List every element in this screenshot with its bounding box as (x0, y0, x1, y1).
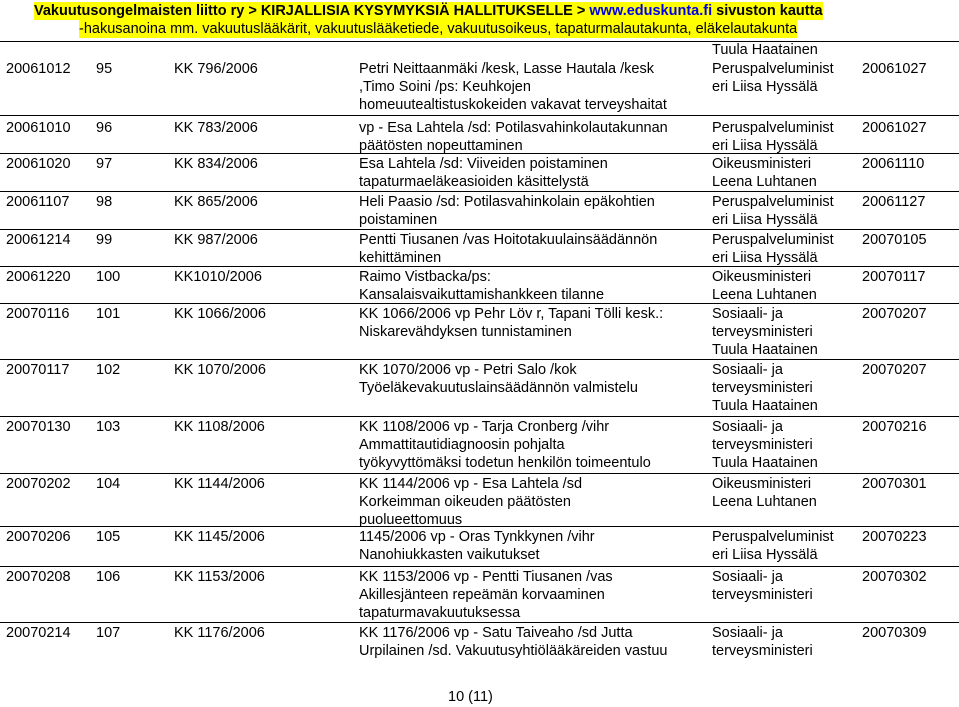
question-number: 106 (96, 569, 121, 585)
question-subject-line: Pentti Tiusanen /vas Hoitotakuulainsäädännön (359, 232, 658, 248)
question-subject (359, 528, 595, 564)
answer-date: 20070302 (862, 569, 927, 585)
question-reference: KK 1153/2006 (174, 569, 265, 585)
responsible-minister-line: Oikeusministeri (712, 269, 812, 285)
question-subject-line: Raimo Vistbacka/ps: (359, 269, 491, 285)
header-breadcrumb (34, 2, 823, 20)
table-row (0, 119, 959, 154)
table-row (0, 231, 959, 267)
question-subject-line: homeuutealtistuskokeiden vakavat terveyshaitat (359, 97, 667, 113)
question-subject (359, 231, 657, 267)
answer-date: 20061127 (862, 194, 926, 210)
question-subject-line: Esa Lahtela /sd: Viiveiden poistaminen (359, 156, 608, 172)
question-subject (359, 475, 582, 529)
question-reference: KK 1145/2006 (174, 529, 265, 545)
question-reference: KK 1108/2006 (174, 419, 265, 435)
responsible-minister (712, 268, 817, 304)
table-row (0, 305, 959, 360)
answer-date: 20070216 (862, 419, 927, 435)
answer-date: 20061027 (862, 61, 927, 77)
question-number: 101 (96, 306, 121, 322)
responsible-minister (712, 231, 834, 267)
answer-date: 20070207 (862, 362, 927, 378)
question-subject (359, 119, 668, 155)
responsible-minister-line: terveysministeri (712, 643, 813, 659)
answer-date: 20061027 (862, 120, 927, 136)
header-breadcrumb-suffix: sivuston kautta (712, 3, 823, 19)
question-date: 20070202 (6, 476, 71, 492)
responsible-minister (712, 624, 813, 660)
question-subject-line: Petri Neittaanmäki /kesk, Lasse Hautala /kesk (359, 61, 654, 77)
responsible-minister-line: terveysministeri (712, 587, 813, 603)
carryover-minister: Tuula Haatainen (712, 42, 818, 58)
responsible-minister (712, 568, 813, 604)
table-row (0, 475, 959, 527)
table-row (0, 60, 959, 116)
answer-date: 20070105 (862, 232, 927, 248)
question-subject (359, 60, 667, 114)
question-reference: KK 1176/2006 (174, 625, 265, 641)
question-number: 103 (96, 419, 121, 435)
responsible-minister (712, 475, 817, 511)
question-number: 104 (96, 476, 121, 492)
responsible-minister-line: Sosiaali- ja (712, 569, 783, 585)
question-number: 96 (96, 120, 113, 136)
question-subject (359, 624, 667, 660)
question-reference: KK 783/2006 (174, 120, 258, 136)
question-reference: KK 1066/2006 (174, 306, 266, 322)
question-subject-line: vp - Esa Lahtela /sd: Potilasvahinkolautakunnan (359, 120, 668, 136)
question-date: 20070208 (6, 569, 71, 585)
responsible-minister-line: Peruspalveluminist (712, 529, 834, 545)
question-subject-line: Korkeimman oikeuden päätösten (359, 494, 571, 510)
question-subject-line: KK 1144/2006 vp - Esa Lahtela /sd (359, 476, 583, 492)
question-subject-line: KK 1176/2006 vp - Satu Taiveaho /sd Jutta (359, 625, 633, 641)
question-date: 20061220 (6, 269, 71, 285)
question-number: 95 (96, 61, 113, 77)
responsible-minister (712, 528, 834, 564)
question-subject-line: päätösten nopeuttaminen (359, 138, 523, 154)
responsible-minister (712, 119, 834, 155)
eduskunta-link[interactable]: www.eduskunta.fi (589, 3, 713, 19)
responsible-minister-line: Peruspalveluminist (712, 120, 834, 136)
answer-date: 20070301 (862, 476, 927, 492)
question-subject-line: Ammattitautidiagnoosin pohjalta (359, 437, 565, 453)
question-date: 20070116 (6, 306, 70, 322)
question-subject-line: tapaturmavakuutuksessa (359, 605, 521, 621)
question-number: 100 (96, 269, 121, 285)
question-subject (359, 193, 655, 229)
question-subject (359, 305, 663, 341)
responsible-minister-line: terveysministeri (712, 324, 813, 340)
question-subject-line: ,Timo Soini /ps: Keuhkojen (359, 79, 531, 95)
page-header (0, 0, 959, 42)
responsible-minister (712, 305, 818, 359)
responsible-minister-line: Tuula Haatainen (712, 455, 818, 471)
question-date: 20070214 (6, 625, 71, 641)
question-reference: KK 796/2006 (174, 61, 258, 77)
question-subject-line: KK 1153/2006 vp - Pentti Tiusanen /vas (359, 569, 613, 585)
question-subject-line: Työeläkevakuutuslainsäädännön valmistelu (359, 380, 638, 396)
question-subject (359, 568, 613, 622)
responsible-minister (712, 361, 818, 415)
question-date: 20061010 (6, 120, 71, 136)
question-reference: KK 1070/2006 (174, 362, 266, 378)
responsible-minister-line: Oikeusministeri (712, 476, 812, 492)
table-row (0, 155, 959, 192)
responsible-minister-line: eri Liisa Hyssälä (712, 138, 818, 154)
question-subject-line: Kansalaisvaikuttamishankkeen tilanne (359, 287, 605, 303)
table-row (0, 361, 959, 417)
question-subject-line: KK 1108/2006 vp - Tarja Cronberg /vihr (359, 419, 610, 435)
responsible-minister-line: terveysministeri (712, 380, 813, 396)
question-date: 20070206 (6, 529, 71, 545)
responsible-minister-line: Sosiaali- ja (712, 362, 783, 378)
responsible-minister-line: Peruspalveluminist (712, 232, 834, 248)
responsible-minister (712, 193, 834, 229)
responsible-minister (712, 418, 818, 472)
question-reference: KK 1144/2006 (174, 476, 265, 492)
responsible-minister-line: Sosiaali- ja (712, 306, 783, 322)
question-date: 20061020 (6, 156, 71, 172)
header-keywords: -hakusanoina mm. vakuutuslääkärit, vakuutuslääketiede, vakuutusoikeus, tapaturmalautakunta, eläkelautakunta (79, 21, 798, 37)
question-reference: KK1010/2006 (174, 269, 262, 285)
question-subject-line: poistaminen (359, 212, 438, 228)
question-number: 102 (96, 362, 121, 378)
answer-date: 20070309 (862, 625, 927, 641)
responsible-minister-line: Peruspalveluminist (712, 194, 834, 210)
responsible-minister-line: Sosiaali- ja (712, 419, 783, 435)
answer-date: 20070207 (862, 306, 927, 322)
table-row (0, 528, 959, 567)
question-date: 20061214 (6, 232, 71, 248)
responsible-minister-line: eri Liisa Hyssälä (712, 547, 818, 563)
question-date: 20070117 (6, 362, 70, 378)
question-subject-line: KK 1070/2006 vp - Petri Salo /kok (359, 362, 577, 378)
question-subject-line: KK 1066/2006 vp Pehr Löv r, Tapani Tölli kesk.: (359, 306, 664, 322)
responsible-minister-line: Tuula Haatainen (712, 398, 818, 414)
question-subject (359, 361, 638, 397)
header-breadcrumb-text: Vakuutusongelmaisten liitto ry > KIRJALLISIA KYSYMYKSIÄ HALLITUKSELLE > (34, 3, 590, 19)
question-subject-line: Niskarevähdyksen tunnistaminen (359, 324, 572, 340)
table-row (0, 624, 959, 669)
question-subject-line: tapaturmaeläkeasioiden käsittelystä (359, 174, 589, 190)
question-subject (359, 418, 651, 472)
responsible-minister-line: eri Liisa Hyssälä (712, 79, 818, 95)
responsible-minister (712, 155, 817, 191)
question-number: 99 (96, 232, 113, 248)
answer-date: 20070223 (862, 529, 927, 545)
responsible-minister-line: Leena Luhtanen (712, 287, 817, 303)
table-row (0, 193, 959, 230)
responsible-minister-line: Sosiaali- ja (712, 625, 783, 641)
question-date: 20061107 (6, 194, 70, 210)
table-row (0, 568, 959, 623)
responsible-minister-line: Leena Luhtanen (712, 494, 817, 510)
question-number: 107 (96, 625, 121, 641)
question-subject-line: työkyvyttömäksi todetun henkilön toimeentulo (359, 455, 651, 471)
question-reference: KK 834/2006 (174, 156, 258, 172)
question-subject-line: Nanohiukkasten vaikutukset (359, 547, 540, 563)
responsible-minister-line: eri Liisa Hyssälä (712, 250, 818, 266)
responsible-minister-line: Tuula Haatainen (712, 342, 818, 358)
question-subject-line: kehittäminen (359, 250, 442, 266)
question-subject-line: 1145/2006 vp - Oras Tynkkynen /vihr (359, 529, 595, 545)
answer-date: 20061110 (862, 156, 925, 172)
answer-date: 20070117 (862, 269, 926, 285)
responsible-minister-line: Oikeusministeri (712, 156, 812, 172)
question-subject-line: Akillesjänteen repeämän korvaaminen (359, 587, 605, 603)
responsible-minister-line: eri Liisa Hyssälä (712, 212, 818, 228)
question-subject-line: Urpilainen /sd. Vakuutusyhtiölääkäreiden vastuu (359, 643, 668, 659)
responsible-minister-line: terveysministeri (712, 437, 813, 453)
responsible-minister-line: Leena Luhtanen (712, 174, 817, 190)
page-number: 10 (11) (448, 689, 493, 705)
question-subject (359, 155, 608, 191)
responsible-minister-line: Peruspalveluminist (712, 61, 834, 77)
table-row (0, 418, 959, 474)
question-number: 98 (96, 194, 113, 210)
question-number: 105 (96, 529, 121, 545)
question-subject-line: Heli Paasio /sd: Potilasvahinkolain epäkohtien (359, 194, 655, 210)
question-date: 20061012 (6, 61, 71, 77)
question-number: 97 (96, 156, 113, 172)
table-row (0, 268, 959, 304)
question-reference: KK 987/2006 (174, 232, 258, 248)
question-subject (359, 268, 604, 304)
question-subject-line: puolueettomuus (359, 512, 463, 528)
question-date: 20070130 (6, 419, 71, 435)
responsible-minister (712, 60, 834, 96)
question-reference: KK 865/2006 (174, 194, 258, 210)
